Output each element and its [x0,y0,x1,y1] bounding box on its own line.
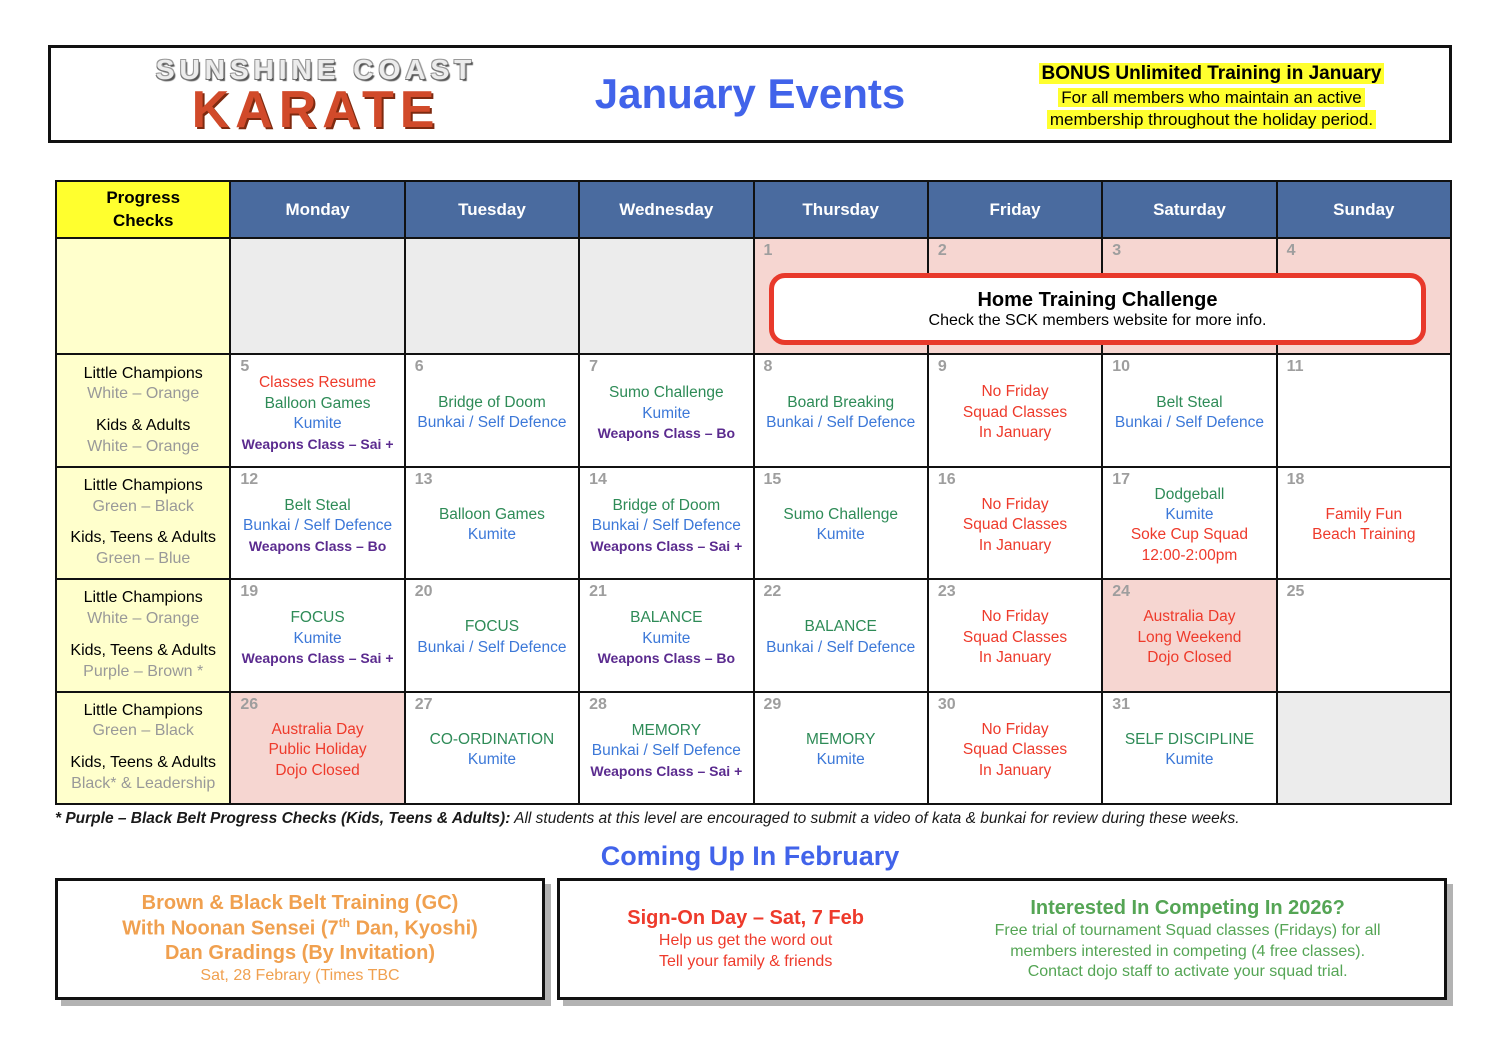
progress-cell-empty [56,238,230,354]
progress-line: Green – Black [92,722,194,740]
event-line: Bunkai / Self Defence [1114,414,1264,432]
event-line: Bridge of Doom [438,393,546,411]
page-title: January Events [594,70,906,117]
day-header-thursday: Thursday [754,181,928,238]
event-line: Weapons Class – Sai + [590,537,743,554]
bonus-note [1014,62,1409,131]
event-line: Belt Steal [1156,393,1223,411]
event-line: Bunkai / Self Defence [417,638,567,656]
logo-line-karate: KARATE [191,81,441,139]
event-line: Weapons Class – Sai + [241,650,394,667]
day-header-friday: Friday [928,181,1102,238]
day-header-wednesday: Wednesday [579,181,753,238]
day-number: 21 [589,583,607,601]
day-events [406,355,578,465]
event-line: Belt Steal [284,496,351,514]
calendar-week-row-3 [56,467,1451,579]
event-line: BALANCE [804,618,877,636]
day-cell-19 [230,579,404,691]
event-line: Balloon Games [438,506,545,524]
event-line: Kumite [293,415,342,433]
day-cell-20 [405,579,579,691]
progress-checks-header: Progress Checks [56,181,230,238]
event-line: Board Breaking [787,393,895,411]
day-cell-26 [230,692,404,804]
event-line: Weapons Class – Bo [597,425,736,442]
progress-checks-footnote [55,810,1455,828]
event-line: Long Weekend [1137,628,1242,646]
event-line: Sumo Challenge [783,506,898,524]
sign-on-title: Sign-On Day – Sat, 7 Feb [627,907,864,930]
event-line: Weapons Class – Sai + [241,435,394,452]
day-cell-7 [579,354,753,466]
progress-line: Green – Black [92,497,194,515]
progress-gap [57,517,229,528]
progress-gap [57,405,229,416]
progress-line: Little Champions [83,364,203,382]
day-number: 19 [240,583,259,601]
challenge-title: Home Training Challenge [977,288,1218,311]
bonus-line-2: membership throughout the holiday period. [1014,109,1409,131]
event-line: Soke Cup Squad [1130,526,1249,544]
day-cell-27 [405,692,579,804]
day-cell-30 [928,692,1102,804]
day-cell-29 [754,692,928,804]
challenge-body: Check the SCK members website for more info. [928,311,1267,329]
event-line: Bridge of Doom [612,496,721,514]
event-line: Beach Training [1312,526,1416,544]
progress-checks-cell [56,354,230,466]
competing-title: Interested In Competing In 2026? [1030,896,1345,919]
february-info-box [557,878,1447,1000]
day-number: 16 [937,470,956,488]
event-line: Bunkai / Self Defence [591,517,741,535]
day-header-tuesday: Tuesday [405,181,579,238]
day-number: 30 [937,695,956,713]
day-number: 2 [937,242,947,259]
event-line: Kumite [816,526,865,544]
competing-2026-section [931,881,1444,997]
event-line: Squad Classes [962,741,1068,759]
progress-line: Purple – Brown * [83,662,204,680]
empty-day-cell [405,238,579,354]
day-number: 28 [589,695,607,713]
day-cell-23 [928,579,1102,691]
event-line: Weapons Class – Bo [248,537,387,554]
sign-on-line-2: Tell your family & friends [658,953,833,970]
belt-training-line-1: Brown & Black Belt Training (GC) [141,891,459,914]
event-line: MEMORY [631,721,702,739]
event-line: Bunkai / Self Defence [766,414,916,432]
day-number: 18 [1286,470,1305,488]
day-number: 3 [1112,242,1122,259]
event-line: Bunkai / Self Defence [243,517,393,535]
belt-training-line-3: Dan Gradings (By Invitation) [164,942,436,965]
event-line: Public Holiday [268,741,367,759]
day-header-saturday: Saturday [1102,181,1276,238]
day-header-sunday: Sunday [1277,181,1451,238]
day-cell-9 [928,354,1102,466]
day-number: 15 [763,470,782,488]
progress-line: Kids, Teens & Adults [70,754,216,772]
day-number: 20 [414,583,433,601]
day-cell-16 [928,467,1102,579]
calendar-week-row-5 [56,692,1451,804]
day-cell-24 [1102,579,1276,691]
event-line: SELF DISCIPLINE [1124,730,1255,748]
empty-day-cell [230,238,404,354]
event-line: FOCUS [464,618,520,636]
empty-day-cell [1277,692,1451,804]
day-number: 31 [1112,695,1131,713]
empty-day-cell [579,238,753,354]
header [48,45,1452,143]
event-line: MEMORY [805,730,876,748]
calendar-header-row [56,181,1451,238]
event-line: Kumite [816,751,865,769]
progress-gap [57,630,229,641]
event-line: Bunkai / Self Defence [766,638,916,656]
calendar [55,180,1452,805]
progress-checks-cell [56,467,230,579]
event-line: In January [978,424,1052,442]
day-number: 10 [1112,358,1131,376]
brown-black-belt-training-box [55,878,545,1000]
day-number: 13 [414,470,433,488]
event-line: Weapons Class – Bo [597,650,736,667]
day-number: 11 [1286,358,1304,376]
day-events [755,355,927,465]
logo-line-sunshine-coast: SUNSHINE COAST [155,54,477,85]
day-events [580,355,752,465]
sign-on-line-1: Help us get the word out [658,932,833,950]
progress-line: Kids, Teens & Adults [70,641,216,659]
progress-lines [57,701,229,795]
event-line: Kumite [467,751,517,769]
day-number: 26 [240,695,259,713]
event-line: Dodgeball [1154,485,1225,503]
progress-line: Little Champions [83,476,203,494]
competing-line-3: Contact dojo staff to activate your squad trial. [1027,963,1348,981]
event-line: FOCUS [290,609,345,627]
calendar-week-row-2 [56,354,1451,466]
footnote-lead: * Purple – Black Belt Progress Checks (Kids, Teens & Adults): [55,810,511,827]
event-line: Kumite [467,526,517,544]
event-line: Sumo Challenge [609,384,724,402]
competing-line-2: members interested in competing (4 free classes). [1010,942,1366,960]
progress-line: Green – Blue [96,550,191,568]
day-cell-10 [1102,354,1276,466]
event-line: In January [978,536,1052,554]
event-line: Bunkai / Self Defence [591,742,741,760]
sunshine-coast-karate-logo [101,54,531,139]
belt-training-line-2: With Noonan Sensei (7th Dan, Kyoshi) [122,915,478,940]
day-number: 7 [589,358,599,376]
sign-on-day-section [560,881,931,997]
day-cell-14 [579,467,753,579]
progress-gap [57,742,229,753]
february-heading: Coming Up In February [600,841,900,871]
day-cell-31 [1102,692,1276,804]
calendar-week-row-4 [56,579,1451,691]
day-cell-15 [754,467,928,579]
event-line: Classes Resume [258,374,377,392]
day-events [231,355,403,465]
bonus-line-1: For all members who maintain an active [1014,87,1409,109]
day-number: 4 [1286,242,1296,259]
day-cell-12 [230,467,404,579]
event-line: Australia Day [271,720,364,738]
event-line: Bunkai / Self Defence [417,414,567,432]
day-number: 14 [589,470,607,488]
progress-lines [57,476,229,570]
event-line: Squad Classes [962,403,1068,421]
event-line: Dojo Closed [275,761,360,779]
day-number: 22 [763,583,782,601]
progress-line: White – Orange [87,385,200,403]
event-line: Squad Classes [962,628,1068,646]
event-line: No Friday [981,383,1049,401]
day-cell-8 [754,354,928,466]
progress-line: Black* & Leadership [71,775,216,793]
day-cell-13 [405,467,579,579]
day-number: 9 [937,358,947,376]
competing-line-1: Free trial of tournament Squad classes (Fridays) for all [994,921,1381,939]
day-cell-17 [1102,467,1276,579]
day-number: 27 [414,695,433,713]
event-line: CO-ORDINATION [429,730,555,748]
progress-line: White – Orange [87,610,200,628]
progress-checks-cell [56,579,230,691]
event-line: Australia Day [1143,608,1236,626]
day-number: 17 [1112,470,1131,488]
day-number: 1 [763,242,773,259]
event-line: In January [978,761,1052,779]
day-number: 24 [1112,583,1131,601]
day-cell-22 [754,579,928,691]
event-line: Dojo Closed [1147,649,1232,667]
event-line: Kumite [293,629,342,647]
progress-checks-cell [56,692,230,804]
day-cell-6 [405,354,579,466]
event-line: BALANCE [630,609,703,627]
event-line: Kumite [1165,751,1214,769]
belt-training-line-4: Sat, 28 Febrary (Times TBC [200,967,400,985]
event-line: No Friday [981,608,1049,626]
progress-lines [57,364,229,458]
day-number: 8 [763,358,773,376]
day-header-monday: Monday [230,181,404,238]
event-line: Balloon Games [264,394,371,412]
event-line: Kumite [642,629,691,647]
event-line: Weapons Class – Sai + [590,762,743,779]
event-line: No Friday [981,495,1049,513]
progress-lines [57,588,229,682]
progress-line: Little Champions [83,701,203,719]
bonus-title: BONUS Unlimited Training in January [1014,62,1409,87]
day-number: 25 [1286,583,1305,601]
home-training-challenge-banner [769,273,1426,345]
day-number: 12 [240,470,259,488]
day-cell-28 [579,692,753,804]
day-cell-21 [579,579,753,691]
day-number: 29 [763,695,782,713]
event-line: Squad Classes [962,516,1068,534]
day-number: 6 [414,358,424,376]
event-line: Kumite [642,404,691,422]
footnote-rest: All students at this level are encouraged to submit a video of kata & bunkai for review during these weeks. [510,810,1240,827]
day-number: 23 [937,583,956,601]
day-cell-18 [1277,467,1451,579]
day-cell-5 [230,354,404,466]
event-line: Kumite [1165,506,1214,524]
day-cell-11 [1277,354,1451,466]
day-events [929,355,1101,465]
event-line: No Friday [981,720,1049,738]
day-number: 5 [240,358,250,376]
event-line: In January [978,649,1052,667]
progress-line: Little Champions [83,589,203,607]
event-line: 12:00-2:00pm [1141,546,1238,564]
day-cell-25 [1277,579,1451,691]
event-line: Family Fun [1325,506,1403,524]
progress-line: Kids & Adults [96,417,191,435]
progress-line: White – Orange [87,437,200,455]
progress-line: Kids, Teens & Adults [70,529,216,547]
